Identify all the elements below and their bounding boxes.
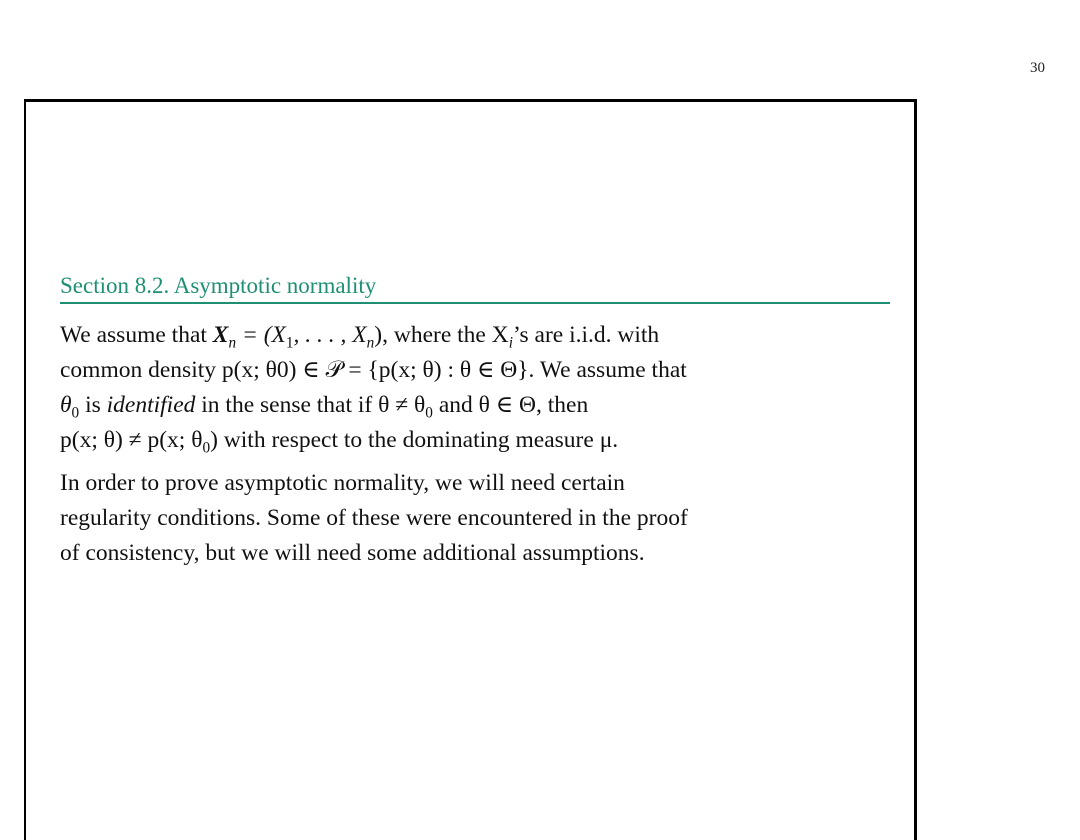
paragraph-regularity [60,466,890,571]
page-number: 30 [1030,60,1045,76]
math-symbol: X [212,322,229,348]
text-run: is [79,392,107,418]
text-line [60,318,890,353]
math-symbol: θ [60,392,72,418]
section-heading: Section 8.2. Asymptotic normality [60,272,890,304]
math-subscript: n [228,334,237,352]
math-subscript: i [508,334,513,352]
math-subscript: 0 [71,404,80,422]
text-line: of consistency, but we will need some additional assumptions. [60,540,645,566]
text-run: We assume that [60,322,213,348]
math-run: = (X [236,322,286,348]
text-line: regularity conditions. Some of these were encountered in the proof [60,505,688,531]
text-line [60,423,890,458]
math-subscript: 0 [425,404,433,422]
text-run: ) with respect to the dominating measure μ. [210,427,619,453]
math-run: p(x; θ) ≠ p(x; θ [60,427,203,453]
text-run: ’s are i.i.d. with [512,322,660,348]
math-subscript: n [366,334,375,352]
paragraph-assumptions [60,318,890,458]
text-line: In order to prove asymptotic normality, we will need certain [60,470,625,496]
math-subscript: 1 [285,334,294,352]
text-run: and θ ∈ Θ, then [432,392,589,418]
text-line [60,388,890,423]
math-run: , . . . , X [293,322,367,348]
math-subscript: 0 [202,439,211,457]
text-run: in the sense that if θ ≠ θ [195,392,426,418]
text-run: ), where the X [374,322,509,348]
text-line: common density p(x; θ0) ∈ 𝒫 = {p(x; θ) : θ ∈ Θ}. We assume that [60,357,687,383]
emphasis-text: identified [106,392,196,418]
